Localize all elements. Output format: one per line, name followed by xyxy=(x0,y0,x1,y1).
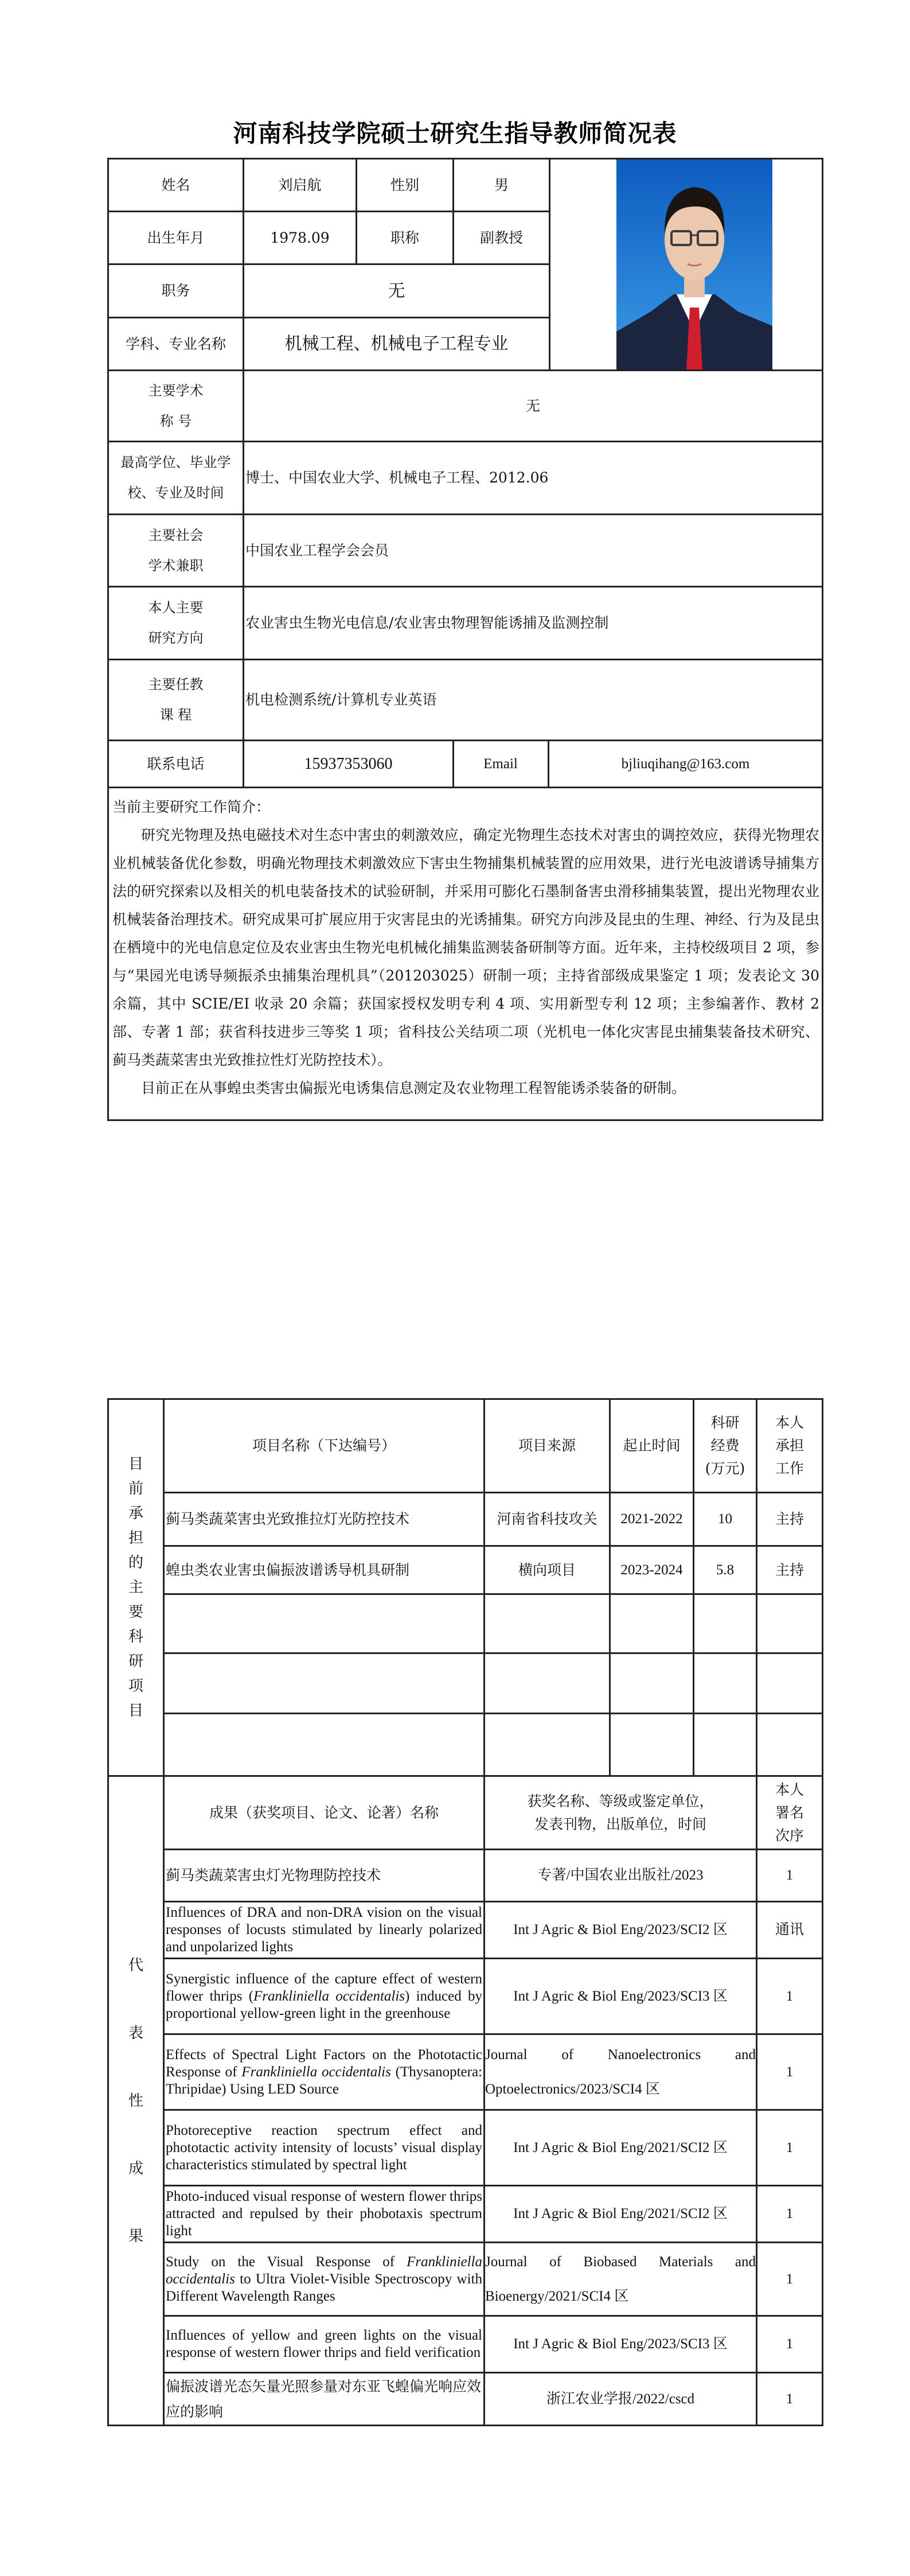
header-project-name: 项目名称（下达编号） xyxy=(164,1399,485,1493)
email-label: Email xyxy=(454,741,549,787)
project-row xyxy=(108,1493,823,1546)
header-project-period: 起止时间 xyxy=(610,1399,694,1493)
project-role: 主持 xyxy=(757,1493,823,1546)
achievement-row xyxy=(108,1850,823,1902)
achievement-name xyxy=(164,2034,485,2110)
name-value: 刘启航 xyxy=(244,159,357,212)
achievement-name-species: Frankliniella occidentalis xyxy=(253,1988,405,2004)
discipline-label: 学科、专业名称 xyxy=(108,318,244,371)
achievement-author-order: 1 xyxy=(757,2373,823,2426)
degree-label-line1: 最高学位、毕业学 xyxy=(120,454,231,471)
header-role-line: 本人 xyxy=(775,1414,804,1431)
header-project-role xyxy=(757,1399,823,1493)
project-funding xyxy=(694,1714,757,1776)
courses-label-line1: 主要任教 xyxy=(148,676,204,693)
project-row xyxy=(108,1546,823,1594)
project-funding: 10 xyxy=(694,1493,757,1546)
project-name xyxy=(164,1714,485,1776)
project-name: 蓟马类蔬菜害虫光致推拉灯光防控技术 xyxy=(164,1493,485,1546)
project-period xyxy=(610,1653,694,1714)
project-name xyxy=(164,1653,485,1714)
achievement-name xyxy=(164,2243,485,2316)
project-period xyxy=(610,1594,694,1653)
achievement-venue: Int J Agric & Biol Eng/2021/SCI2 区 xyxy=(485,2186,757,2243)
projects-achievements-table xyxy=(107,1398,823,2426)
honor-value: 无 xyxy=(244,371,823,442)
birth-value: 1978.09 xyxy=(244,212,357,264)
achievement-author-order: 1 xyxy=(757,2186,823,2243)
header-funding-line: 科研 xyxy=(710,1414,740,1431)
header-venue-line: 获奖名称、等级或鉴定单位， xyxy=(527,1792,714,1810)
project-row xyxy=(108,1653,823,1714)
header-funding-line: 经费 xyxy=(710,1437,740,1454)
header-order-line: 本人 xyxy=(775,1781,804,1798)
achievement-author-order: 1 xyxy=(757,2034,823,2110)
achievement-name-part: Synergistic influence of the capture effect of western flower thrips ( xyxy=(166,1971,482,2004)
society-label-line2: 学术兼职 xyxy=(148,557,204,574)
achievement-row xyxy=(108,2034,823,2110)
achievements-header-row xyxy=(108,1776,823,1850)
projects-section-char: 承 xyxy=(128,1504,143,1522)
header-achievement-venue xyxy=(485,1776,757,1850)
project-row xyxy=(108,1714,823,1776)
discipline-value: 机械工程、机械电子工程专业 xyxy=(244,318,550,371)
society-label xyxy=(108,515,244,587)
projects-header-row xyxy=(108,1399,823,1493)
header-achievement-order xyxy=(757,1776,823,1850)
summary-heading: 当前主要研究工作简介： xyxy=(112,799,271,815)
header-project-funding xyxy=(694,1399,757,1493)
achievement-venue: 浙江农业学报/2022/cscd xyxy=(485,2373,757,2426)
rank-value: 副教授 xyxy=(454,212,550,264)
courses-label-line2: 课 程 xyxy=(159,707,192,723)
achievement-name-species: Frankliniella occidentalis xyxy=(241,2064,391,2080)
projects-section-char: 项 xyxy=(128,1677,143,1695)
project-funding xyxy=(694,1653,757,1714)
achievement-author-order: 通讯 xyxy=(757,1902,823,1959)
courses-value: 机电检测系统/计算机专业英语 xyxy=(244,660,823,741)
achievements-section-char: 成 xyxy=(128,2159,143,2177)
page-title: 河南科技学院硕士研究生指导教师简况表 xyxy=(233,119,677,147)
research-summary xyxy=(108,788,823,1120)
achievement-row xyxy=(108,2373,823,2426)
header-project-source: 项目来源 xyxy=(485,1399,610,1493)
project-source: 横向项目 xyxy=(485,1546,610,1594)
achievement-author-order: 1 xyxy=(757,1959,823,2034)
project-source xyxy=(485,1653,610,1714)
project-period: 2021-2022 xyxy=(610,1493,694,1546)
header-role-line: 承担 xyxy=(775,1437,804,1454)
achievement-name-part: (Thysanoptera: Thripidae) Using LED Source xyxy=(166,2064,482,2097)
email-value[interactable]: bjliuqihang@163.com xyxy=(621,756,750,772)
achievement-row xyxy=(108,2316,823,2373)
header-funding-line: (万元) xyxy=(705,1460,745,1477)
projects-section-char: 主 xyxy=(128,1578,143,1596)
society-label-line1: 主要社会 xyxy=(148,527,204,543)
project-funding: 5.8 xyxy=(694,1546,757,1594)
summary-paragraph-1: 研究光物理及热电磁技术对生态中害虫的刺激效应，确定光物理生态技术对害虫的调控效应，获得光物理农业机械装备优化参数，明确光物理技术刺激效应下害虫生物捕集机械装置的应用效果，进行光电波谱诱导捕集方法的研究探索以及相关的机电装备技术的试验研制，并采用可膨化石墨制备害虫滑移捕集装置，提出光物理农业机械装备治理技术。研究成果可扩展应用于灾害昆虫的光诱捕集。研究方向涉及昆虫的生理、神经、行为及昆虫在栖境中的光电信息定位及农业害虫生物光电机械化捕集监测装备研制等方面。近年来，主持校级项目 2 项，参与“果园光电诱导频振杀虫捕集治理机具”（201203025）研制一项；主持省部级成果鉴定 1 项；发表论文 30 余篇，其中 SCIE/EI 收录 20 余篇；获国家授权发明专利 4 项、实用新型专利 12 项；主参编著作、教材 2 部、专著 1 部；获省科技进步三等奖 1 项；省科技公关结项二项（光机电一体化灾害昆虫捕集装备技术研究、蓟马类蔬菜害虫光致推拉性灯光防控技术）。 xyxy=(112,827,819,1068)
achievement-name-species: Frankliniella occidentalis xyxy=(166,2254,482,2287)
name-label: 姓名 xyxy=(108,159,244,212)
projects-section-label xyxy=(108,1399,164,1776)
photo-cell xyxy=(550,159,823,371)
achievement-name: Photoreceptive reaction spectrum effect and phototactic activity intensity of locusts’ visual display characteristics stimulated by spectral light xyxy=(164,2110,485,2186)
achievement-row xyxy=(108,2110,823,2186)
achievement-author-order: 1 xyxy=(757,2243,823,2316)
project-role: 主持 xyxy=(757,1546,823,1594)
project-row xyxy=(108,1594,823,1653)
project-name: 蝗虫类农业害虫偏振波谱诱导机具研制 xyxy=(164,1546,485,1594)
direction-label-line1: 本人主要 xyxy=(148,600,204,616)
profile-table xyxy=(107,158,823,1121)
project-role xyxy=(757,1714,823,1776)
projects-section-char: 前 xyxy=(128,1480,143,1497)
achievement-name-part: Effects of Spectral Light Factors on the Phototactic Response of xyxy=(166,2046,482,2080)
achievement-venue: Journal of Nanoelectronics and Optoelectronics/2023/SCI4 区 xyxy=(485,2034,757,2110)
degree-value: 博士、中国农业大学、机械电子工程、2012.06 xyxy=(244,442,823,515)
honor-label-line1: 主要学术 xyxy=(148,382,204,399)
achievements-section-char: 表 xyxy=(128,2024,143,2042)
project-period: 2023-2024 xyxy=(610,1546,694,1594)
projects-section-char: 要 xyxy=(128,1603,143,1621)
header-role-line: 工作 xyxy=(775,1460,804,1477)
portrait-photo-icon xyxy=(616,159,772,369)
project-role xyxy=(757,1653,823,1714)
achievement-row xyxy=(108,1902,823,1959)
project-period xyxy=(610,1714,694,1776)
gender-value: 男 xyxy=(454,159,550,212)
achievement-name-part: ) induced by proportional yellow-green light in the greenhouse xyxy=(166,1988,482,2021)
rank-label: 职称 xyxy=(357,212,454,264)
achievement-venue: Int J Agric & Biol Eng/2023/SCI3 区 xyxy=(485,1959,757,2034)
courses-label xyxy=(108,660,244,741)
project-role xyxy=(757,1594,823,1653)
post-value: 无 xyxy=(244,264,550,318)
projects-section-char: 的 xyxy=(128,1554,143,1571)
achievement-venue: Journal of Biobased Materials and Bioenergy/2021/SCI4 区 xyxy=(485,2243,757,2316)
achievement-venue: Int J Agric & Biol Eng/2023/SCI2 区 xyxy=(485,1902,757,1959)
project-name xyxy=(164,1594,485,1653)
direction-label-line2: 研究方向 xyxy=(148,630,204,646)
project-source xyxy=(485,1714,610,1776)
portrait-photo xyxy=(616,159,772,369)
achievement-name xyxy=(164,1959,485,2034)
header-order-line: 次序 xyxy=(775,1827,804,1844)
project-source xyxy=(485,1594,610,1653)
post-label: 职务 xyxy=(108,264,244,318)
projects-section-char: 目 xyxy=(128,1455,143,1473)
achievements-section-char: 果 xyxy=(128,2227,143,2245)
header-order-line: 署名 xyxy=(775,1804,804,1821)
achievement-name: Influences of DRA and non-DRA vision on the visual responses of locusts stimulated by linearly polarized and unpolarized lights xyxy=(164,1902,485,1959)
achievement-name: Influences of yellow and green lights on the visual response of western flower thrips and field verification xyxy=(164,2316,485,2373)
honor-label-line2: 称 号 xyxy=(159,413,192,429)
achievement-author-order: 1 xyxy=(757,2110,823,2186)
degree-label xyxy=(108,442,244,515)
achievement-row xyxy=(108,1959,823,2034)
achievement-venue: Int J Agric & Biol Eng/2023/SCI3 区 xyxy=(485,2316,757,2373)
achievement-name: 偏振波谱光态矢量光照参量对东亚飞蝗偏光响应效应的影响 xyxy=(164,2373,485,2426)
achievement-name-part: Study on the Visual Response of xyxy=(166,2254,407,2270)
projects-section-char: 科 xyxy=(128,1628,143,1645)
achievements-section-label xyxy=(108,1776,164,2426)
project-source: 河南省科技攻关 xyxy=(485,1493,610,1546)
achievement-name: 蓟马类蔬菜害虫灯光物理防控技术 xyxy=(164,1850,485,1902)
achievement-venue: Int J Agric & Biol Eng/2021/SCI2 区 xyxy=(485,2110,757,2186)
society-value: 中国农业工程学会会员 xyxy=(244,515,823,587)
birth-label: 出生年月 xyxy=(108,212,244,264)
achievement-row xyxy=(108,2186,823,2243)
honor-label xyxy=(108,371,244,442)
projects-section-char: 研 xyxy=(128,1652,143,1670)
achievement-name-part: to Ultra Violet-Visible Spectroscopy with Different Wavelength Ranges xyxy=(166,2271,482,2304)
achievement-venue: 专著/中国农业出版社/2023 xyxy=(485,1850,757,1902)
degree-label-line2: 校、专业及时间 xyxy=(127,485,224,501)
phone-value: 15937353060 xyxy=(244,741,454,788)
gender-label: 性别 xyxy=(357,159,454,212)
achievements-section-char: 代 xyxy=(128,1956,143,1974)
header-venue-line: 发表刊物，出版单位，时间 xyxy=(534,1815,706,1832)
projects-section-char: 目 xyxy=(128,1702,143,1719)
projects-section-char: 担 xyxy=(128,1529,143,1547)
project-funding xyxy=(694,1594,757,1653)
direction-value: 农业害虫生物光电信息/农业害虫物理智能诱捕及监测控制 xyxy=(244,587,823,660)
achievement-author-order: 1 xyxy=(757,2316,823,2373)
achievement-author-order: 1 xyxy=(757,1850,823,1902)
summary-paragraph-2: 目前正在从事蝗虫类害虫偏振光电诱集信息测定及农业物理工程智能诱杀装备的研制。 xyxy=(141,1080,686,1096)
header-achievement-name: 成果（获奖项目、论文、论著）名称 xyxy=(164,1776,485,1850)
phone-label: 联系电话 xyxy=(108,741,244,788)
achievements-section-char: 性 xyxy=(128,2092,143,2110)
achievement-row xyxy=(108,2243,823,2316)
achievement-name: Photo-induced visual response of western flower thrips attracted and repulsed by their phobotaxis spectrum light xyxy=(164,2186,485,2243)
direction-label xyxy=(108,587,244,660)
